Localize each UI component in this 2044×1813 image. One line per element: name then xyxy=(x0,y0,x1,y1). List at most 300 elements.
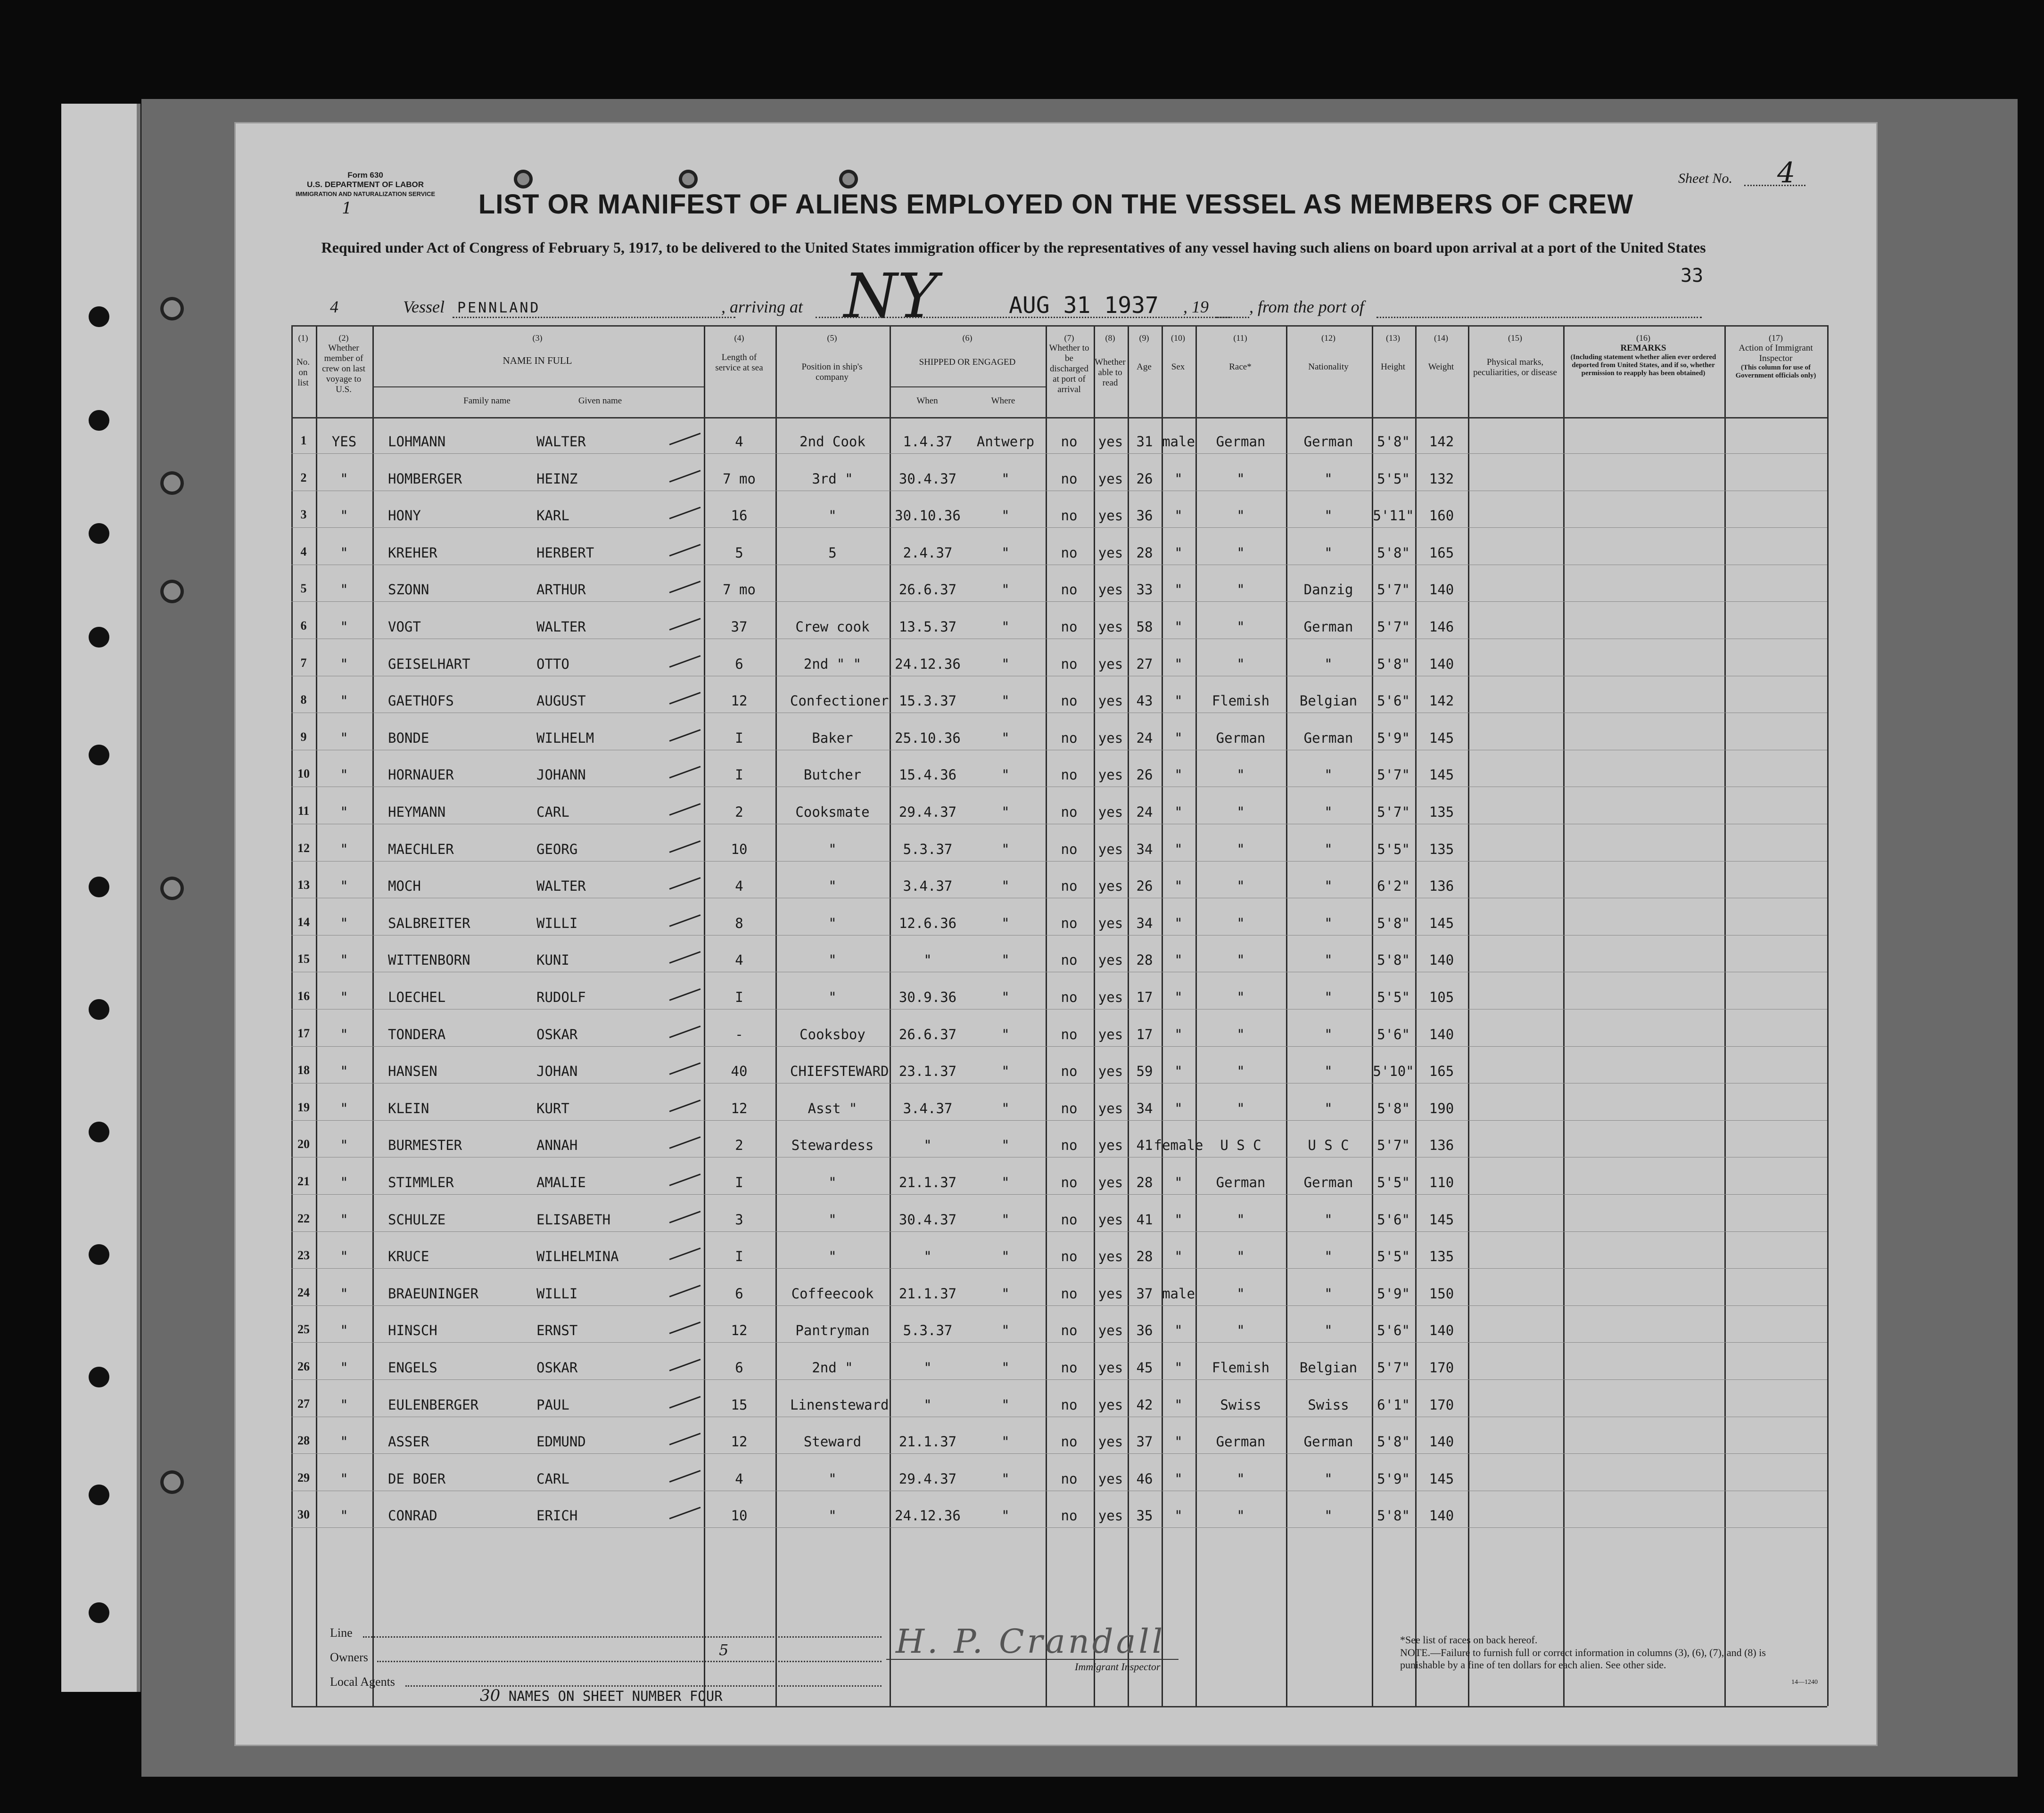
row-last-voyage: " xyxy=(340,1248,348,1265)
row-number: 14 xyxy=(297,915,310,929)
col6-when-header: When xyxy=(916,396,938,406)
row-given-name: CARL xyxy=(536,804,569,820)
row-position: Coffeecook xyxy=(791,1285,874,1302)
row-family-name: STIMMLER xyxy=(388,1174,454,1190)
from-port-label: , from the port of xyxy=(1249,297,1364,316)
row-age: 35 xyxy=(1136,1508,1153,1524)
row-discharged: no xyxy=(1061,804,1078,820)
row-age: 37 xyxy=(1136,1285,1153,1302)
row-family-name: LOHMANN xyxy=(388,434,446,450)
row-nationality: " xyxy=(1324,544,1333,561)
row-service-length: 7 mo xyxy=(723,470,756,487)
row-nationality: Belgian xyxy=(1299,1360,1358,1376)
row-given-name: WILLI xyxy=(536,915,578,931)
punch-hole xyxy=(89,1485,109,1505)
row-shipped-when: 30.9.36 xyxy=(898,989,957,1005)
row-weight: 142 xyxy=(1429,693,1454,709)
row-shipped-where: " xyxy=(1001,1508,1010,1524)
row-shipped-where: " xyxy=(1001,767,1010,783)
row-shipped-where: " xyxy=(1001,544,1010,561)
row-nationality: " xyxy=(1324,508,1333,524)
row-shipped-where: " xyxy=(1001,989,1010,1005)
row-race: German xyxy=(1216,434,1266,450)
binder-ring xyxy=(514,170,533,189)
row-able-to-read: yes xyxy=(1098,878,1123,894)
row-position: Pantryman xyxy=(795,1322,870,1339)
row-shipped-where: " xyxy=(1001,1322,1010,1339)
row-service-length: I xyxy=(735,767,743,783)
row-last-voyage: " xyxy=(340,841,348,857)
row-weight: 140 xyxy=(1429,1322,1454,1339)
row-age: 45 xyxy=(1136,1360,1153,1376)
row-weight: 140 xyxy=(1429,656,1454,672)
row-sex: " xyxy=(1174,1211,1183,1228)
row-height: 6'2" xyxy=(1377,878,1410,894)
row-service-length: 12 xyxy=(731,1322,748,1339)
row-discharged: no xyxy=(1061,1470,1078,1487)
row-sex: " xyxy=(1174,1322,1183,1339)
row-nationality: " xyxy=(1324,804,1333,820)
row-shipped-when: " xyxy=(923,952,932,968)
row-nationality: " xyxy=(1324,767,1333,783)
row-discharged: no xyxy=(1061,470,1078,487)
row-height: 5'5" xyxy=(1377,1248,1410,1265)
col3-given-header: Given name xyxy=(578,396,622,406)
row-height: 5'8" xyxy=(1377,544,1410,561)
page-title: LIST OR MANIFEST OF ALIENS EMPLOYED ON THE VESSEL AS MEMBERS OF CREW xyxy=(478,189,1634,220)
col12-header xyxy=(1286,333,1371,372)
row-last-voyage: " xyxy=(340,952,348,968)
row-position: Crew cook xyxy=(795,619,870,635)
row-position: 2nd Cook xyxy=(799,434,865,450)
row-shipped-when: 5.3.37 xyxy=(903,841,953,857)
form-code: 14—1240 xyxy=(1791,1679,1818,1686)
row-last-voyage: " xyxy=(340,656,348,672)
row-nationality: " xyxy=(1324,1100,1333,1116)
page-subtitle: Required under Act of Congress of February 5, 1917, to be delivered to the United States immigration officer by the representatives of any vessel having such aliens on board upon arrival at a port of the United States xyxy=(321,239,1706,256)
row-height: 5'8" xyxy=(1377,1508,1410,1524)
row-shipped-when: 13.5.37 xyxy=(898,619,957,635)
col11-number: (11) xyxy=(1233,333,1247,343)
form-mark: 1 xyxy=(342,199,352,218)
row-weight: 165 xyxy=(1429,1063,1454,1080)
row-height: 5'9" xyxy=(1377,1285,1410,1302)
table-row-rule xyxy=(291,601,1827,602)
col1-number: (1) xyxy=(298,333,308,343)
row-service-length: 12 xyxy=(731,693,748,709)
row-position: Linensteward xyxy=(790,1396,889,1413)
col14-number: (14) xyxy=(1434,333,1448,343)
row-given-name: KARL xyxy=(536,508,569,524)
row-position: Baker xyxy=(812,730,853,746)
row-height: 5'8" xyxy=(1377,915,1410,931)
row-given-name: EDMUND xyxy=(536,1434,586,1450)
row-shipped-when: 30.4.37 xyxy=(898,1211,957,1228)
row-given-name: RUDOLF xyxy=(536,989,586,1005)
col2-number: (2) xyxy=(338,333,349,343)
row-given-name: KURT xyxy=(536,1100,569,1116)
row-last-voyage: " xyxy=(340,915,348,931)
row-family-name: ENGELS xyxy=(388,1360,437,1376)
row-sex: " xyxy=(1174,767,1183,783)
row-age: 24 xyxy=(1136,730,1153,746)
row-last-voyage: " xyxy=(340,1508,348,1524)
row-able-to-read: yes xyxy=(1098,434,1123,450)
owners-mark: 5 xyxy=(719,1641,729,1659)
punch-hole xyxy=(89,1244,109,1265)
col3-label: NAME IN FULL xyxy=(503,355,572,366)
local-agents-label: Local Agents xyxy=(330,1675,395,1689)
sheet-number-line xyxy=(1744,185,1805,186)
signature-line xyxy=(886,1659,1179,1660)
row-race: " xyxy=(1236,656,1245,672)
row-last-voyage: " xyxy=(340,878,348,894)
row-able-to-read: yes xyxy=(1098,1285,1123,1302)
row-position: 3rd " xyxy=(812,470,853,487)
row-age: 34 xyxy=(1136,841,1153,857)
row-given-name: HEINZ xyxy=(536,470,578,487)
sheet-number-label: Sheet No. xyxy=(1678,171,1732,186)
row-race: " xyxy=(1236,1063,1245,1080)
col5-label: Position in ship's company xyxy=(801,362,863,382)
row-service-length: 6 xyxy=(735,656,743,672)
row-last-voyage: " xyxy=(340,582,348,598)
row-position: Stewardess xyxy=(791,1137,874,1154)
row-given-name: WALTER xyxy=(536,878,586,894)
row-height: 5'7" xyxy=(1377,804,1410,820)
row-weight: 160 xyxy=(1429,508,1454,524)
row-shipped-when: " xyxy=(923,1248,932,1265)
row-sex: " xyxy=(1174,841,1183,857)
row-race: " xyxy=(1236,878,1245,894)
row-position: CHIEFSTEWARD xyxy=(790,1063,889,1080)
row-age: 26 xyxy=(1136,470,1153,487)
row-service-length: I xyxy=(735,730,743,746)
row-nationality: " xyxy=(1324,1508,1333,1524)
row-able-to-read: yes xyxy=(1098,1174,1123,1190)
table-row-rule xyxy=(291,1527,1827,1528)
row-number: 3 xyxy=(300,508,307,522)
row-discharged: no xyxy=(1061,1063,1078,1080)
row-last-voyage: " xyxy=(340,544,348,561)
row-able-to-read: yes xyxy=(1098,1508,1123,1524)
row-service-length: 4 xyxy=(735,434,743,450)
row-race: " xyxy=(1236,841,1245,857)
row-weight: 142 xyxy=(1429,434,1454,450)
col13-label: Height xyxy=(1381,362,1405,372)
row-family-name: KRUCE xyxy=(388,1248,429,1265)
row-weight: 135 xyxy=(1429,1248,1454,1265)
row-nationality: " xyxy=(1324,915,1333,931)
row-service-length: 10 xyxy=(731,1508,748,1524)
punch-hole xyxy=(89,877,109,897)
table-row-rule xyxy=(291,1453,1827,1454)
row-discharged: no xyxy=(1061,1137,1078,1154)
row-given-name: ERNST xyxy=(536,1322,578,1339)
row-position: Butcher xyxy=(803,767,862,783)
total-count: 30 xyxy=(480,1686,501,1705)
punch-hole xyxy=(89,306,109,327)
row-race: Flemish xyxy=(1212,693,1270,709)
row-family-name: VOGT xyxy=(388,619,421,635)
row-race: " xyxy=(1236,1322,1245,1339)
row-age: 46 xyxy=(1136,1470,1153,1487)
row-last-voyage: " xyxy=(340,693,348,709)
row-shipped-where: " xyxy=(1001,582,1010,598)
row-sex: " xyxy=(1174,1470,1183,1487)
row-age: 36 xyxy=(1136,1322,1153,1339)
inspector-label: Immigrant Inspector xyxy=(1075,1661,1161,1673)
row-sex: " xyxy=(1174,730,1183,746)
col9-header xyxy=(1128,333,1161,372)
table-header-rule xyxy=(291,417,1827,418)
row-last-voyage: " xyxy=(340,1137,348,1154)
row-family-name: HEYMANN xyxy=(388,804,446,820)
row-shipped-where: " xyxy=(1001,841,1010,857)
total-names-line xyxy=(480,1686,723,1705)
row-number: 4 xyxy=(300,544,307,558)
row-weight: 140 xyxy=(1429,582,1454,598)
row-given-name: WILHELM xyxy=(536,730,594,746)
row-age: 34 xyxy=(1136,1100,1153,1116)
row-sex: " xyxy=(1174,1026,1183,1042)
row-race: German xyxy=(1216,1174,1266,1190)
row-family-name: HANSEN xyxy=(388,1063,437,1080)
row-weight: 145 xyxy=(1429,730,1454,746)
col17-label: Action of Immigrant Inspector xyxy=(1739,343,1813,363)
col9-number: (9) xyxy=(1139,333,1149,343)
row-shipped-when: 21.1.37 xyxy=(898,1285,957,1302)
col8-header xyxy=(1094,333,1127,388)
col3-number: (3) xyxy=(532,333,543,343)
row-shipped-where: " xyxy=(1001,804,1010,820)
row-age: 42 xyxy=(1136,1396,1153,1413)
col4-label: Length of service at sea xyxy=(715,353,763,373)
row-weight: 165 xyxy=(1429,544,1454,561)
col16-label: REMARKS xyxy=(1620,343,1666,353)
row-number: 18 xyxy=(297,1063,310,1077)
year-line xyxy=(1216,317,1249,318)
line-label: Line xyxy=(330,1626,353,1640)
row-family-name: SZONN xyxy=(388,582,429,598)
row-sex: " xyxy=(1174,1100,1183,1116)
row-number: 7 xyxy=(300,656,307,670)
row-service-length: 8 xyxy=(735,915,743,931)
row-family-name: LOECHEL xyxy=(388,989,446,1005)
col8-number: (8) xyxy=(1105,333,1115,343)
row-service-length: 12 xyxy=(731,1100,748,1116)
row-last-voyage: " xyxy=(340,1434,348,1450)
vessel-name-line xyxy=(453,317,735,318)
row-position: " xyxy=(828,989,837,1005)
col17-number: (17) xyxy=(1769,333,1783,343)
row-service-length: 12 xyxy=(731,1434,748,1450)
row-service-length: 37 xyxy=(731,619,748,635)
row-able-to-read: yes xyxy=(1098,508,1123,524)
row-shipped-when: 26.6.37 xyxy=(898,582,957,598)
row-weight: 146 xyxy=(1429,619,1454,635)
row-last-voyage: " xyxy=(340,508,348,524)
row-nationality: " xyxy=(1324,470,1333,487)
row-given-name: ERICH xyxy=(536,1508,578,1524)
row-nationality: " xyxy=(1324,878,1333,894)
row-last-voyage: " xyxy=(340,730,348,746)
row-able-to-read: yes xyxy=(1098,1137,1123,1154)
row-position: Confectioner xyxy=(790,693,889,709)
row-race: " xyxy=(1236,508,1245,524)
row-number: 28 xyxy=(297,1434,310,1448)
table-row-rule xyxy=(291,527,1827,528)
row-race: Swiss xyxy=(1220,1396,1261,1413)
punch-hole xyxy=(89,627,109,648)
row-shipped-when: 30.4.37 xyxy=(898,470,957,487)
row-discharged: no xyxy=(1061,952,1078,968)
row-discharged: no xyxy=(1061,1322,1078,1339)
row-discharged: no xyxy=(1061,1174,1078,1190)
row-number: 19 xyxy=(297,1100,310,1114)
row-position: " xyxy=(828,508,837,524)
row-able-to-read: yes xyxy=(1098,544,1123,561)
row-family-name: HORNAUER xyxy=(388,767,454,783)
row-discharged: no xyxy=(1061,915,1078,931)
line-fill xyxy=(363,1636,882,1638)
row-number: 11 xyxy=(297,804,310,818)
row-sex: " xyxy=(1174,1248,1183,1265)
row-sex: " xyxy=(1174,582,1183,598)
row-family-name: SALBREITER xyxy=(388,915,470,931)
row-height: 5'9" xyxy=(1377,1470,1410,1487)
row-number: 27 xyxy=(297,1396,310,1411)
row-last-voyage: " xyxy=(340,767,348,783)
row-shipped-where: " xyxy=(1001,1063,1010,1080)
row-age: 17 xyxy=(1136,989,1153,1005)
row-number: 12 xyxy=(297,841,310,855)
binder-ring xyxy=(160,297,184,320)
row-weight: 145 xyxy=(1429,915,1454,931)
punch-hole xyxy=(89,523,109,544)
row-family-name: EULENBERGER xyxy=(388,1396,479,1413)
row-service-length: - xyxy=(735,1026,743,1042)
binder-ring xyxy=(160,471,184,495)
row-service-length: 5 xyxy=(735,544,743,561)
row-shipped-where: " xyxy=(1001,1360,1010,1376)
row-able-to-read: yes xyxy=(1098,1248,1123,1265)
row-able-to-read: yes xyxy=(1098,1211,1123,1228)
manifest-sheet xyxy=(236,123,1876,1745)
row-shipped-when: 26.6.37 xyxy=(898,1026,957,1042)
col10-number: (10) xyxy=(1171,333,1185,343)
row-shipped-when: " xyxy=(923,1396,932,1413)
row-able-to-read: yes xyxy=(1098,693,1123,709)
row-race: " xyxy=(1236,1508,1245,1524)
row-number: 22 xyxy=(297,1211,310,1225)
row-able-to-read: yes xyxy=(1098,1322,1123,1339)
row-given-name: CARL xyxy=(536,1470,569,1487)
row-shipped-when: 24.12.36 xyxy=(895,656,961,672)
row-shipped-when: 15.4.36 xyxy=(898,767,957,783)
row-discharged: no xyxy=(1061,1285,1078,1302)
row-race: " xyxy=(1236,1100,1245,1116)
row-age: 43 xyxy=(1136,693,1153,709)
row-position: " xyxy=(828,952,837,968)
row-last-voyage: " xyxy=(340,619,348,635)
table-column-rule xyxy=(1827,325,1829,1706)
row-position: 2nd " " xyxy=(803,656,862,672)
row-weight: 135 xyxy=(1429,804,1454,820)
row-sex: " xyxy=(1174,1360,1183,1376)
row-able-to-read: yes xyxy=(1098,989,1123,1005)
row-age: 41 xyxy=(1136,1211,1153,1228)
row-height: 5'8" xyxy=(1377,656,1410,672)
row-shipped-where: " xyxy=(1001,730,1010,746)
row-able-to-read: yes xyxy=(1098,1360,1123,1376)
row-weight: 135 xyxy=(1429,841,1454,857)
row-age: 28 xyxy=(1136,952,1153,968)
col1-header xyxy=(291,333,315,388)
row-age: 28 xyxy=(1136,1248,1153,1265)
race-note: *See list of races on back hereof. xyxy=(1400,1634,1538,1646)
row-shipped-when: 30.10.36 xyxy=(895,508,961,524)
row-nationality: German xyxy=(1303,619,1353,635)
row-nationality: " xyxy=(1324,1063,1333,1080)
row-able-to-read: yes xyxy=(1098,1434,1123,1450)
row-weight: 140 xyxy=(1429,1026,1454,1042)
table-row-rule xyxy=(291,1231,1827,1232)
row-race: " xyxy=(1236,1285,1245,1302)
row-last-voyage: " xyxy=(340,1396,348,1413)
row-position: " xyxy=(828,1174,837,1190)
row-last-voyage: " xyxy=(340,1360,348,1376)
row-race: " xyxy=(1236,582,1245,598)
col11-label: Race* xyxy=(1229,362,1252,372)
col4-number: (4) xyxy=(734,333,744,343)
row-height: 5'7" xyxy=(1377,1137,1410,1154)
row-family-name: BONDE xyxy=(388,730,429,746)
row-height: 5'8" xyxy=(1377,952,1410,968)
row-able-to-read: yes xyxy=(1098,619,1123,635)
row-number: 8 xyxy=(300,693,307,707)
table-row-rule xyxy=(291,1268,1827,1269)
col5-number: (5) xyxy=(827,333,837,343)
table-row-rule xyxy=(291,1120,1827,1121)
binder-ring xyxy=(679,170,698,189)
row-shipped-when: 15.3.37 xyxy=(898,693,957,709)
col17-header xyxy=(1724,333,1827,380)
row-discharged: no xyxy=(1061,1026,1078,1042)
row-sex: " xyxy=(1174,656,1183,672)
table-subheader-rule xyxy=(890,386,1046,387)
row-shipped-where: " xyxy=(1001,619,1010,635)
arriving-label: , arriving at xyxy=(721,297,803,316)
row-number: 17 xyxy=(297,1026,310,1040)
col7-number: (7) xyxy=(1064,333,1074,343)
vessel-name: PENNLAND xyxy=(457,300,541,316)
row-shipped-where: " xyxy=(1001,915,1010,931)
row-family-name: GEISELHART xyxy=(388,656,470,672)
row-able-to-read: yes xyxy=(1098,656,1123,672)
row-race: " xyxy=(1236,989,1245,1005)
row-number: 25 xyxy=(297,1322,310,1337)
row-shipped-when: 3.4.37 xyxy=(903,1100,953,1116)
row-race: " xyxy=(1236,952,1245,968)
row-given-name: OSKAR xyxy=(536,1360,578,1376)
row-service-length: 6 xyxy=(735,1285,743,1302)
row-weight: 105 xyxy=(1429,989,1454,1005)
row-shipped-when: 21.1.37 xyxy=(898,1434,957,1450)
row-number: 13 xyxy=(297,878,310,892)
row-discharged: no xyxy=(1061,656,1078,672)
table-row-rule xyxy=(291,1046,1827,1047)
